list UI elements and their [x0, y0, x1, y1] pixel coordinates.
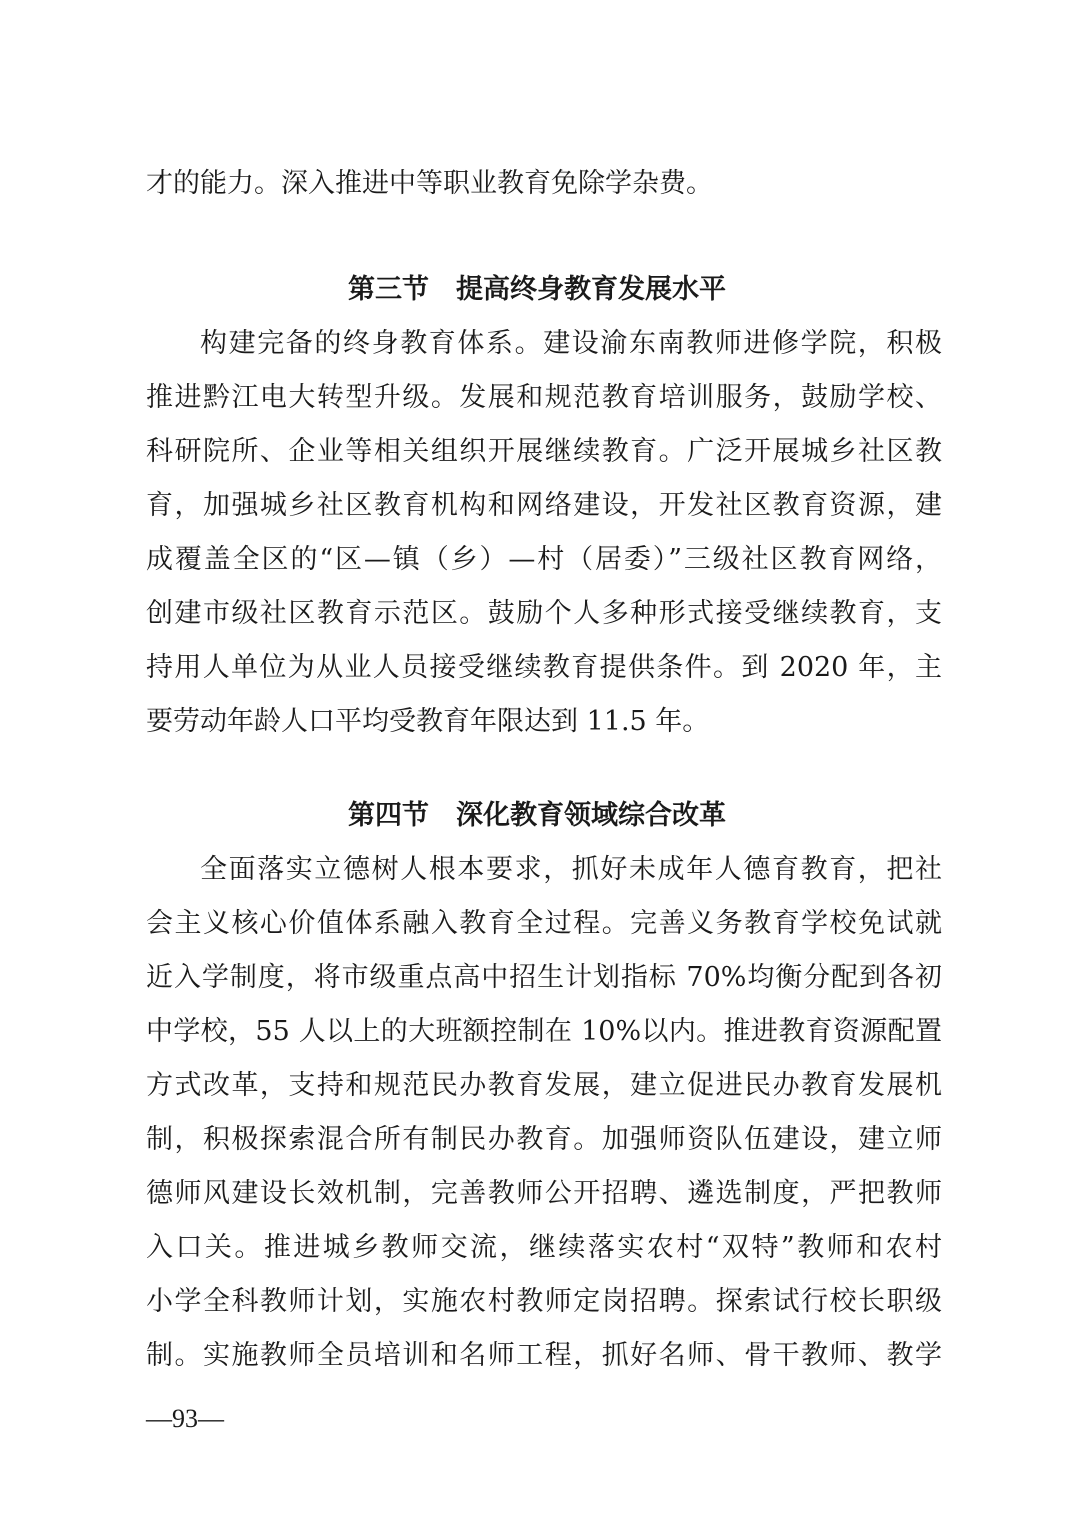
paragraph-line: 制。实施教师全员培训和名师工程，抓好名师、骨干教师、教学 — [146, 1340, 942, 1371]
paragraph-line: 入口关。推进城乡教师交流，继续落实农村“双特”教师和农村 — [146, 1232, 942, 1263]
paragraph-line: 持用人单位为从业人员接受继续教育提供条件。到 2020 年，主 — [146, 652, 942, 683]
paragraph-line: 近入学制度，将市级重点高中招生计划指标 70%均衡分配到各初 — [146, 962, 942, 993]
paragraph-line: 德师风建设长效机制，完善教师公开招聘、遴选制度，严把教师 — [146, 1178, 942, 1209]
paragraph-line: 方式改革，支持和规范民办教育发展，建立促进民办教育发展机 — [146, 1070, 942, 1101]
paragraph-line: 要劳动年龄人口平均受教育年限达到 11.5 年。 — [146, 706, 710, 737]
paragraph-line: 全面落实立德树人根本要求，抓好未成年人德育教育，把社 — [200, 854, 942, 885]
paragraph-line: 中学校，55 人以上的大班额控制在 10%以内。推进教育资源配置 — [146, 1016, 942, 1047]
paragraph-line: 才的能力。深入推进中等职业教育免除学杂费。 — [146, 168, 713, 199]
paragraph-line: 成覆盖全区的“区—镇（乡）—村（居委）”三级社区教育网络， — [146, 544, 942, 575]
paragraph-line: 创建市级社区教育示范区。鼓励个人多种形式接受继续教育，支 — [146, 598, 942, 629]
paragraph-line: 育，加强城乡社区教育机构和网络建设，开发社区教育资源，建 — [146, 490, 942, 521]
section-heading: 第四节 深化教育领域综合改革 — [348, 800, 726, 831]
paragraph-line: 推进黔江电大转型升级。发展和规范教育培训服务，鼓励学校、 — [146, 382, 942, 413]
page-number: —93— — [146, 1404, 224, 1433]
paragraph-line: 科研院所、企业等相关组织开展继续教育。广泛开展城乡社区教 — [146, 436, 942, 467]
section-heading: 第三节 提高终身教育发展水平 — [348, 274, 726, 305]
paragraph-line: 构建完备的终身教育体系。建设渝东南教师进修学院，积极 — [200, 328, 942, 359]
paragraph-line: 小学全科教师计划，实施农村教师定岗招聘。探索试行校长职级 — [146, 1286, 942, 1317]
paragraph-line: 制，积极探索混合所有制民办教育。加强师资队伍建设，建立师 — [146, 1124, 942, 1155]
paragraph-line: 会主义核心价值体系融入教育全过程。完善义务教育学校免试就 — [146, 908, 942, 939]
